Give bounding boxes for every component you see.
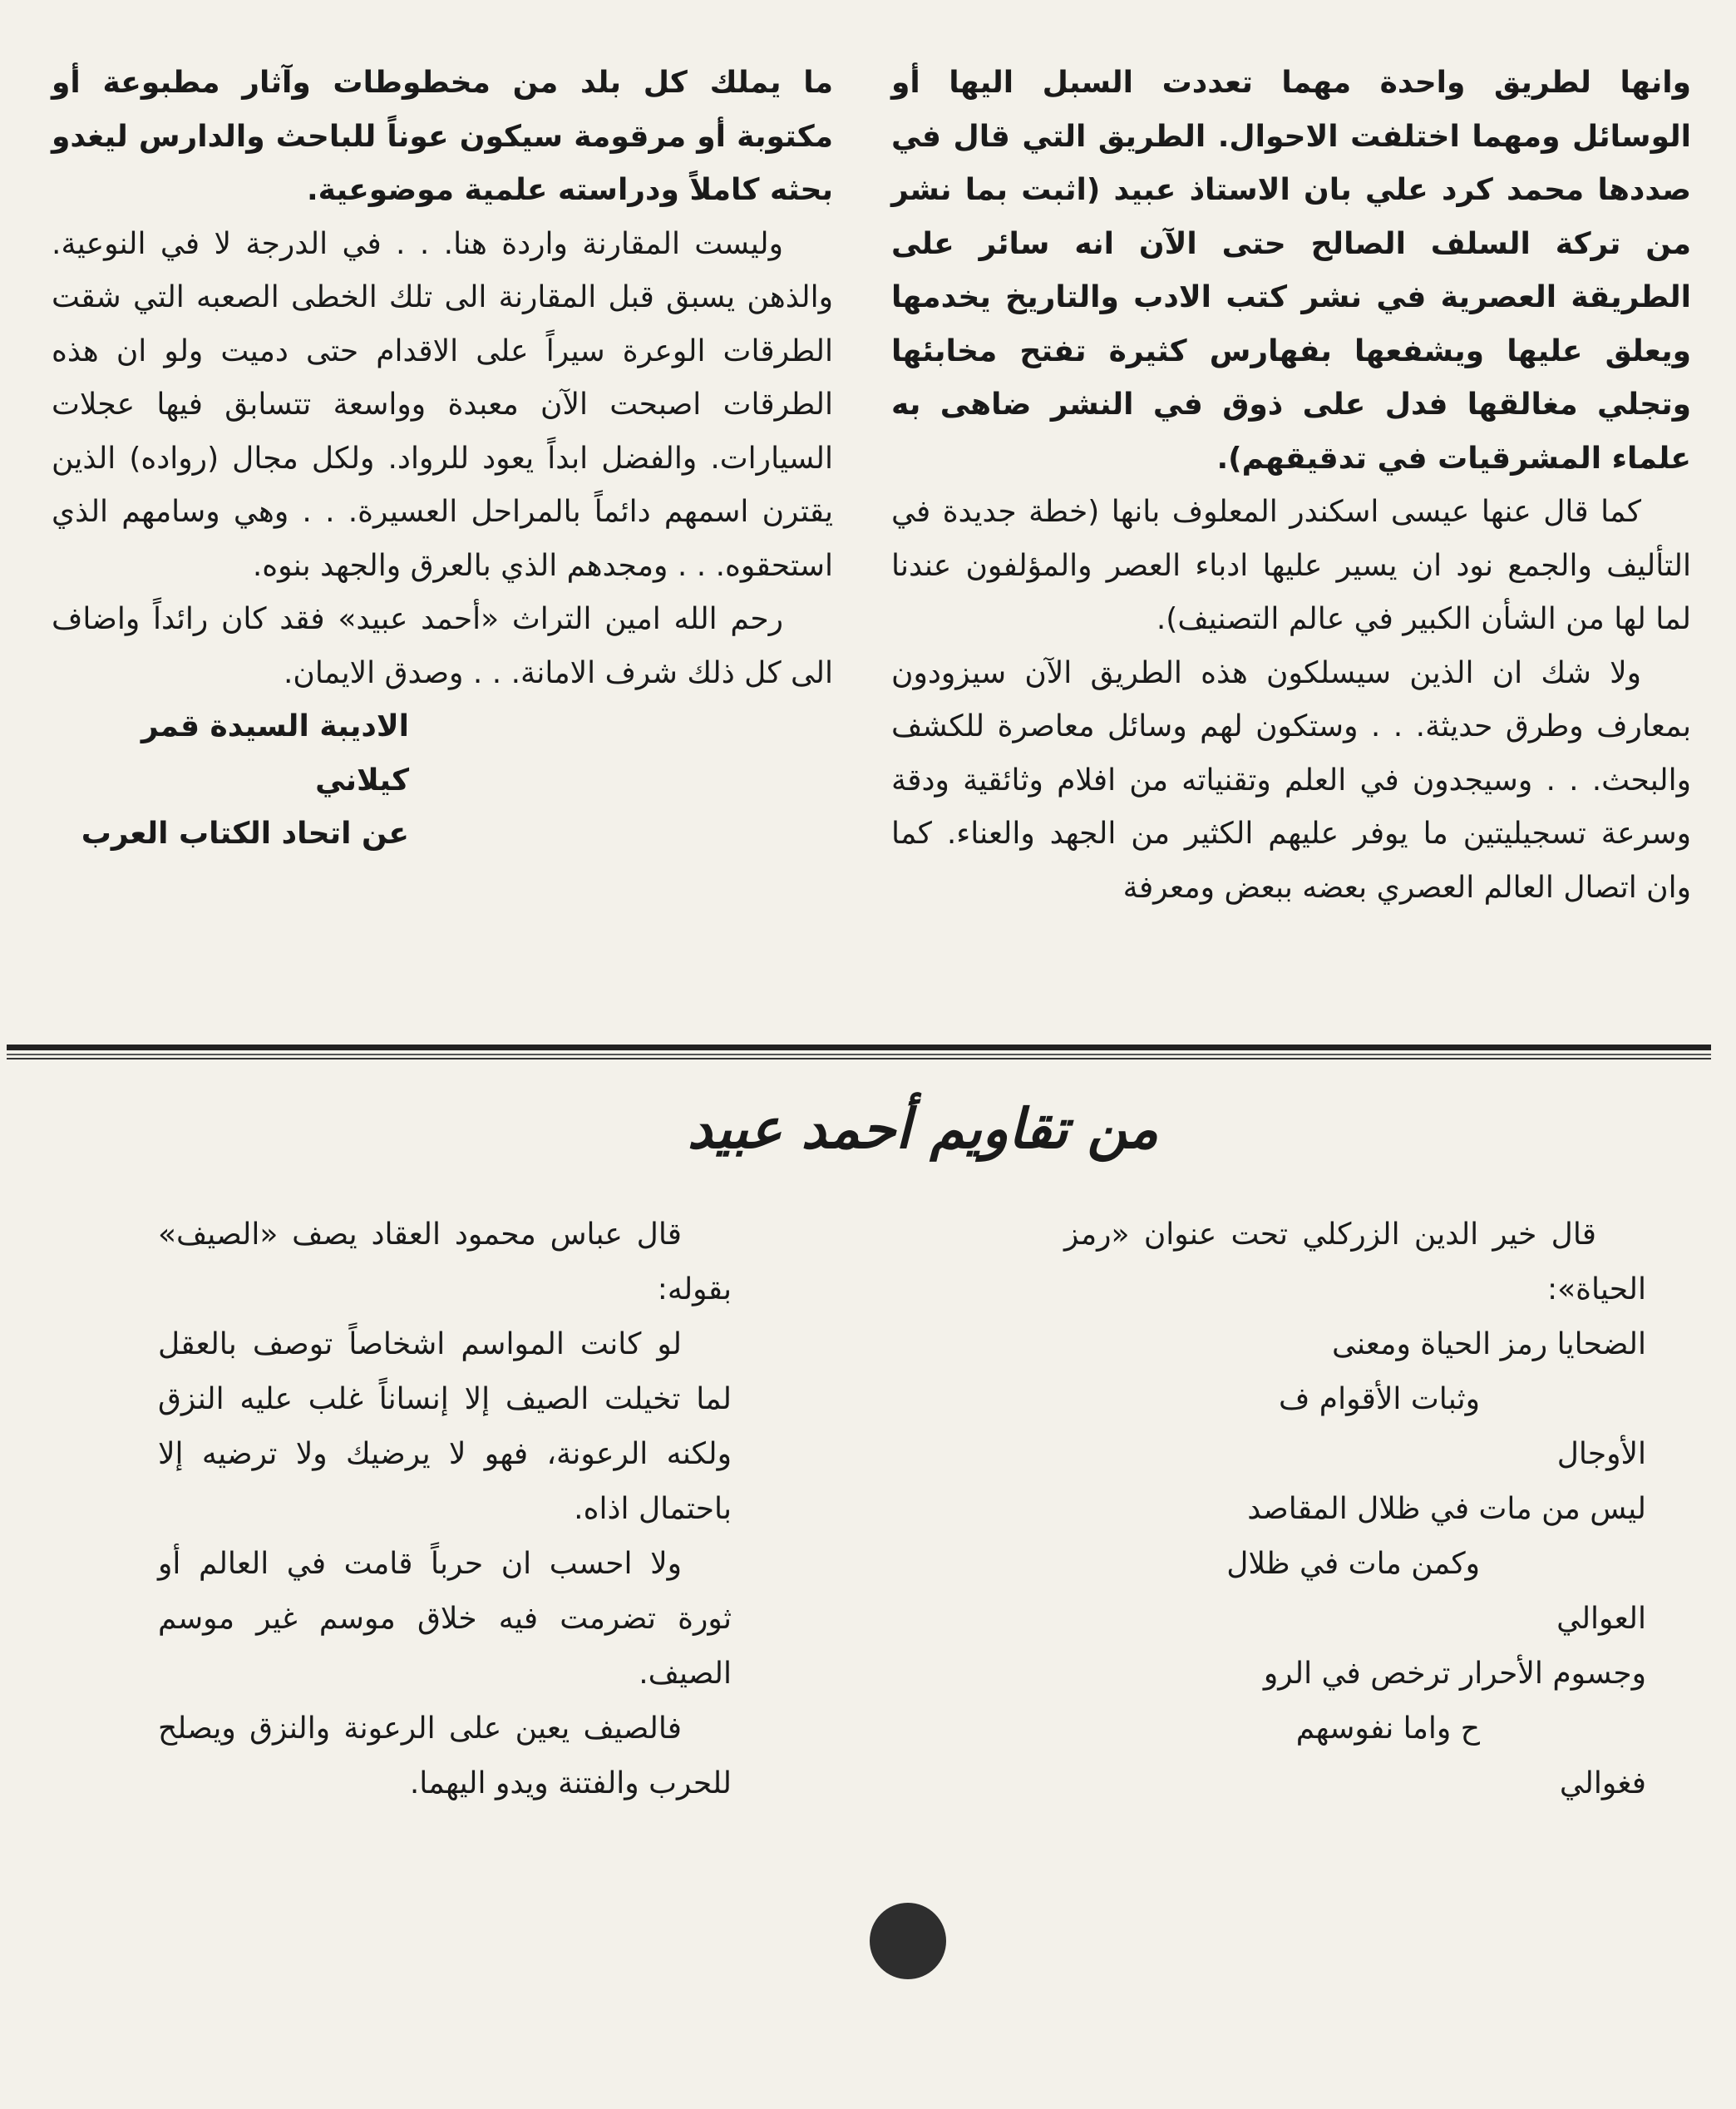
article-column-right [891,57,1691,915]
article-column-left [52,57,833,862]
quote-paragraph: قال عباس محمود العقاد يصف «الصيف» بقوله: [158,1217,732,1306]
poem-verse: وثبات الأقوام ف [1279,1382,1480,1416]
quote-column [158,1208,732,1811]
poem-verse: ليس من مات في ظلال المقاصد [1247,1492,1646,1526]
poem-verse: ح واما نفوسهم [1295,1711,1480,1746]
signature-affiliation: عن اتحاد الكتاب العرب [81,817,409,851]
quote-paragraph: ولا احسب ان حرباً قامت في العالم أو ثورة تضرمت فيه خلاق موسم غير موسم الصيف. [158,1547,732,1691]
page-marker-dot [870,1903,946,1979]
section-divider-thin [7,1058,1711,1059]
article-signature [52,700,833,862]
article-paragraph: كما قال عنها عيسى اسكندر المعلوف بانها (خطة جديدة في التأليف والجمع نود ان يسير عليها ادباء العصر والمؤلفون عندنا لما لها من الشأن الكبير في عالم التصنيف). [891,495,1691,636]
section-divider [7,1045,1711,1055]
article-paragraph: ما يملك كل بلد من مخطوطات وآثار مطبوعة أو مكتوبة أو مرقومة سيكون عوناً للباحث والدارس ليغدو بحثه كاملاً ودراسته علمية موضوعية. [52,66,833,207]
signature-author: الاديبة السيدة قمر كيلاني [141,709,409,798]
quote-paragraph: لو كانت المواسم اشخاصاً توصف بالعقل لما تخيلت الصيف إلا إنساناً غلب عليه النزق ولكنه الرعونة، فهو لا يرضيك ولا ترضيه إلا باحتمال اذاه. [158,1327,732,1526]
poem-verse: فغوالي [1559,1766,1646,1800]
poem-intro: قال خير الدين الزركلي تحت عنوان «رمز الحياة»: [1064,1217,1646,1306]
poem-column [1064,1208,1646,1811]
poem-verse: الأوجال [1556,1437,1646,1471]
article-paragraph: وليست المقارنة واردة هنا. . . في الدرجة لا في النوعية. والذهن يسبق قبل المقارنة الى تلك الخطى الصعبه التي شقت الطرقات الوعرة سيراً على الاقدام حتى دميت ولو ان هذه الطرقات اصبحت الآن معبدة وواسعة تتسابق فيها عجلات السيارات. والفضل ابداً يعود للرواد. ولكل مجال (رواده) الذين يقترن اسمهم دائماً بالمراحل العسيرة. . . وهي وسامهم الذي استحقوه. . . ومجدهم الذي بالعرق والجهد بنوه. [52,226,833,583]
poem-verse: وكمن مات في ظلال [1226,1547,1480,1581]
section-title: من تقاويم أحمد عبيد [687,1096,1159,1161]
article-paragraph: ولا شك ان الذين سيسلكون هذه الطريق الآن سيزودون بمعارف وطرق حديثة. . . وستكون لهم وسائل معاصرة للكشف والبحث. . . وسيجدون في العلم وتقنياته من افلام وثائقية ودقة وسرعة تسجيليتين ما يوفر عليهم الكثير من الجهد والعناء. كما وان اتصال العالم العصري بعضه ببعض ومعرفة [891,655,1691,905]
article-paragraph: رحم الله امين التراث «أحمد عبيد» فقد كان رائداً واضاف الى كل ذلك شرف الامانة. . . وصدق الايمان. [52,602,833,690]
quote-paragraph: فالصيف يعين على الرعونة والنزق ويصلح للحرب والفتنة ويدو اليهما. [158,1711,732,1800]
article-paragraph: وانها لطريق واحدة مهما تعددت السبل اليها أو الوسائل ومهما اختلفت الاحوال. الطريق التي قال في صددها محمد كرد علي بان الاستاذ عبيد (اثبت بما نشر من تركة السلف الصالح حتى الآن انه سائر على الطريقة العصرية في نشر كتب الادب والتاريخ يخدمها ويعلق عليها ويشفعها بفهارس كثيرة تفتح مخابئها وتجلي مغالقها فدل على ذوق في النشر ضاهى به علماء المشرقيات في تدقيقهم). [891,66,1691,476]
poem-verse: وجسوم الأحرار ترخص في الرو [1263,1657,1646,1691]
poem-verse: الضحايا رمز الحياة ومعنى [1331,1327,1646,1361]
poem-verse: العوالي [1556,1602,1646,1636]
